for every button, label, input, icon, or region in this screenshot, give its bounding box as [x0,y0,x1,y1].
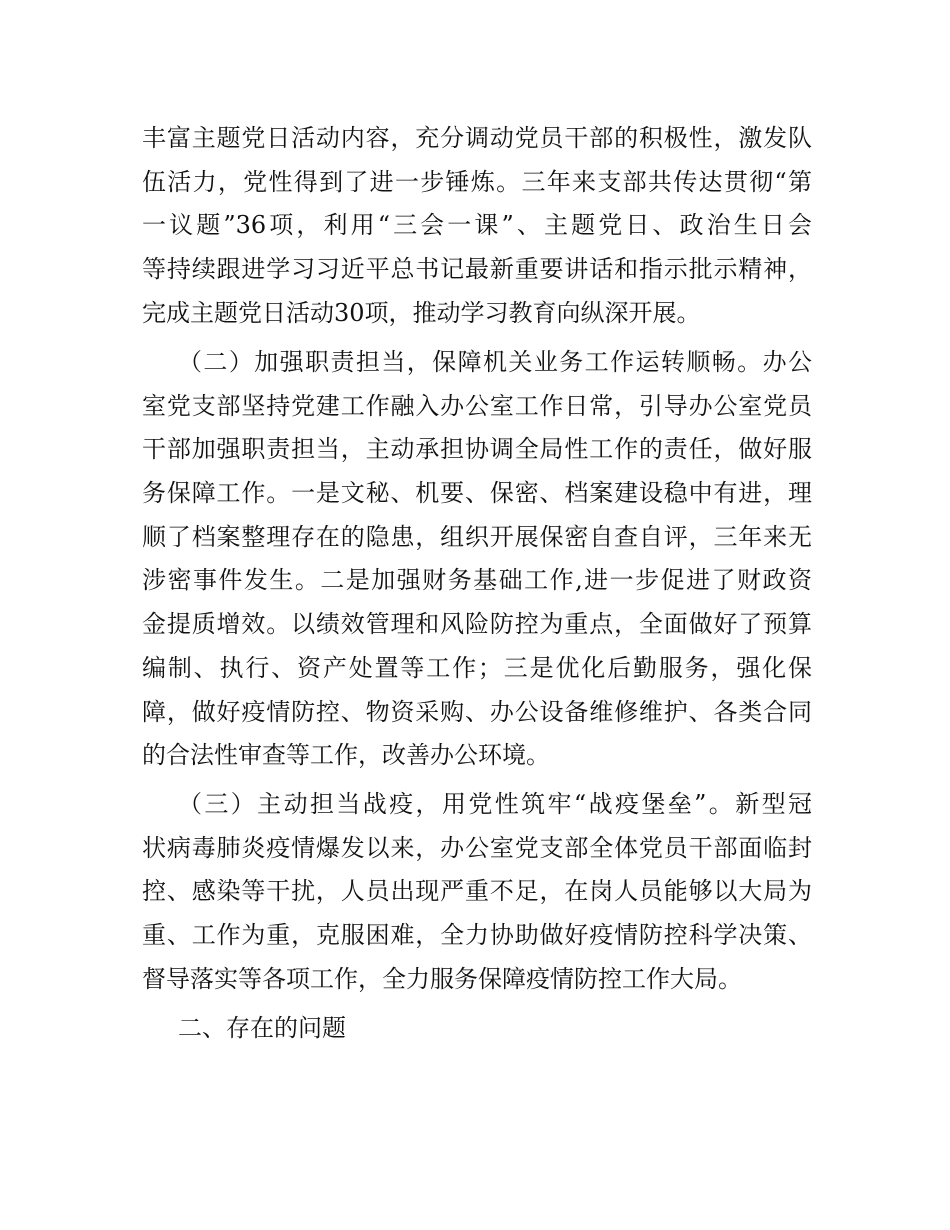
paragraph-line: 等持续跟进学习习近平总书记最新重要讲话和指示批示精神， [142,255,812,283]
paragraph-line: 顺了档案整理存在的隐患，组织开展保密自查自评，三年来无 [142,523,812,551]
paragraph-line: 金提质增效。以绩效管理和风险防控为重点，全面做好了预算 [142,610,812,638]
paragraph-line: 完成主题党日活动30项，推动学习教育向纵深开展。 [142,299,701,327]
paragraph-line: 障，做好疫情防控、物资采购、办公设备维修维护、各类合同 [142,698,812,726]
paragraph-line: 状病毒肺炎疫情爆发以来，办公室党支部全体党员干部面临封 [142,834,812,862]
paragraph-line: 涉密事件发生。二是加强财务基础工作,进一步促进了财政资 [142,566,812,594]
paragraph-line: 丰富主题党日活动内容，充分调动党员干部的积极性，激发队 [142,124,812,152]
paragraph-line: 的合法性审查等工作，改善办公环境。 [142,741,550,769]
paragraph-line: 编制、执行、资产处置等工作；三是优化后勤服务，强化保 [142,654,812,682]
paragraph-line: 督导落实等各项工作，全力服务保障疫情防控工作大局。 [142,965,742,993]
paragraph-line: （三）主动担当战疫，用党性筑牢“战疫堡垒”。新型冠 [178,790,812,818]
paragraph-line: （二）加强职责担当，保障机关业务工作运转顺畅。办公 [178,348,812,376]
paragraph-line: 一议题”36项，利用“三会一课”、主题党日、政治生日会 [142,211,812,239]
paragraph-line: 重、工作为重，克服困难，全力协助做好疫情防控科学决策、 [142,921,812,949]
paragraph-line: 控、感染等干扰，人员出现严重不足，在岗人员能够以大局为 [142,877,812,905]
paragraph-line: 干部加强职责担当，主动承担协调全局性工作的责任，做好服 [142,435,812,463]
paragraph-line: 务保障工作。一是文秘、机要、保密、档案建设稳中有进，理 [142,479,812,507]
paragraph-line: 室党支部坚持党建工作融入办公室工作日常，引导办公室党员 [142,392,812,420]
paragraph-line: 伍活力，党性得到了进一步锤炼。三年来支部共传达贯彻“第 [142,168,812,196]
section-heading: 二、存在的问题 [178,1014,346,1042]
